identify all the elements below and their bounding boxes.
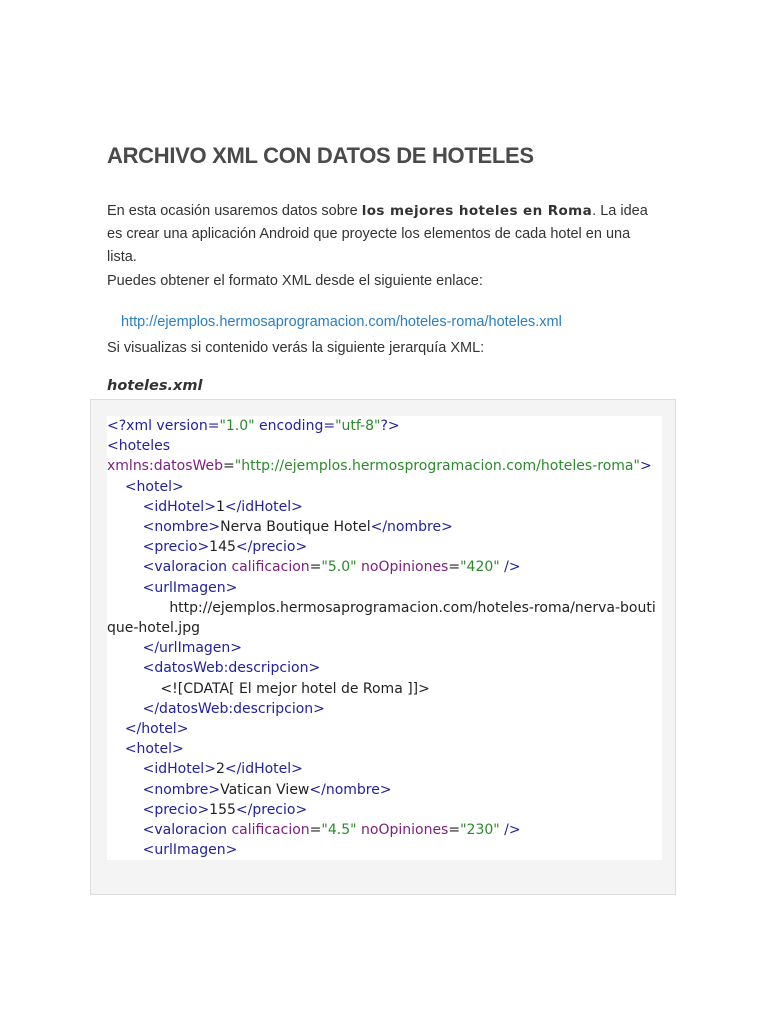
intro-paragraph [107, 200, 662, 269]
code-token: </idHotel> [224, 761, 303, 778]
code-line [107, 822, 521, 838]
code-token: <valoracion [142, 822, 232, 839]
code-token [107, 559, 143, 575]
intro-text-before: En esta ocasión usaremos datos sobre [107, 203, 362, 219]
code-line [107, 479, 184, 495]
xml-link[interactable]: http://ejemplos.hermosaprogramacion.com/hoteles-roma/hoteles.xml [121, 314, 562, 330]
code-token [107, 640, 143, 656]
page-title: ARCHIVO XML CON DATOS DE HOTELES [107, 143, 534, 168]
code-token: = [448, 559, 461, 576]
code-line [107, 559, 521, 575]
code-token [107, 580, 143, 596]
code-token: noOpiniones [356, 822, 449, 839]
code-line [107, 761, 303, 777]
code-line [107, 539, 307, 555]
code-line [107, 741, 184, 757]
code-token: http://ejemplos.hermosaprogramacion.com/hoteles-roma/nerva-boutique-hotel.jpg [107, 599, 656, 637]
code-token: calificacion [231, 822, 310, 839]
code-token [107, 782, 143, 798]
code-token: = [309, 559, 322, 576]
code-token [107, 822, 143, 838]
code-token: <idHotel> [142, 761, 216, 778]
code-token: </precio> [235, 801, 308, 818]
code-line [107, 418, 400, 434]
code-token: <hoteles [107, 438, 171, 455]
code-token: </hotel> [124, 721, 189, 738]
xml-code [107, 416, 662, 860]
code-token: "420" [460, 559, 500, 576]
code-token: <hotel> [124, 741, 184, 758]
code-token: </precio> [235, 539, 308, 556]
code-token: <nombre> [142, 519, 221, 536]
code-token: Nerva Boutique Hotel [220, 519, 371, 536]
code-token: <precio> [142, 539, 210, 556]
code-line [107, 721, 188, 737]
code-line [107, 438, 170, 454]
code-token: = [223, 458, 235, 475]
code-token: <![CDATA[ El mejor hotel de Roma ]]> [107, 680, 430, 697]
code-token: <datosWeb:descripcion> [142, 660, 321, 677]
code-token: 2 [215, 761, 225, 778]
code-token: ?> [380, 418, 400, 434]
code-line [107, 640, 242, 656]
code-token [107, 519, 143, 535]
code-token: </datosWeb:descripcion> [142, 700, 325, 717]
code-line [107, 519, 453, 535]
code-token: /> [499, 822, 521, 839]
code-token: "4.5" [321, 822, 357, 839]
code-token: 155 [209, 801, 236, 818]
code-token: calificacion [231, 559, 310, 576]
code-token: <nombre> [142, 781, 221, 798]
code-token: "1.0" [219, 418, 255, 434]
code-token: encoding= [254, 418, 336, 434]
intro-strong-text: los mejores hoteles en Roma [361, 203, 593, 219]
code-line [107, 842, 237, 858]
code-token: 1 [215, 498, 225, 515]
code-token: "230" [460, 822, 500, 839]
code-token: <idHotel> [142, 498, 216, 515]
code-token: = [309, 822, 322, 839]
code-block [90, 399, 676, 895]
code-token: </urlImagen> [142, 640, 243, 657]
code-token: <urlImagen> [142, 579, 238, 596]
code-token: = [448, 822, 461, 839]
code-token [107, 499, 143, 515]
code-token: noOpiniones [356, 559, 449, 576]
code-token [107, 842, 143, 858]
code-token: </idHotel> [224, 498, 303, 515]
code-line [107, 600, 656, 636]
code-token: "5.0" [321, 559, 357, 576]
code-token: /> [499, 559, 521, 576]
code-token [107, 761, 143, 777]
code-token: <urlImagen> [142, 842, 238, 859]
code-token: > [639, 458, 652, 475]
obtain-paragraph: Puedes obtener el formato XML desde el siguiente enlace: [107, 273, 483, 289]
code-token [107, 479, 125, 495]
code-token: <precio> [142, 801, 210, 818]
code-token [107, 539, 143, 555]
code-line [107, 580, 237, 596]
code-token: <?xml version= [107, 418, 220, 434]
code-token [107, 660, 143, 676]
code-token: 145 [209, 539, 236, 556]
code-viewport[interactable] [107, 416, 662, 860]
code-line [107, 681, 430, 697]
code-token: xmlns:datosWeb [107, 458, 224, 475]
code-token [107, 701, 143, 717]
code-token: </nombre> [309, 781, 392, 798]
code-token: Vatican View [220, 781, 310, 798]
code-token: "utf-8" [335, 418, 381, 434]
code-token [107, 741, 125, 757]
file-name-label: hoteles.xml [107, 378, 203, 394]
code-line [107, 499, 303, 515]
intro-text-after: . La idea es crear una aplicación Android que proyecte los elementos de cada hotel en una lista. [107, 203, 648, 265]
code-token: <hotel> [124, 478, 184, 495]
code-token: </nombre> [370, 519, 453, 536]
code-token [107, 802, 143, 818]
code-line [107, 660, 320, 676]
code-line [107, 802, 307, 818]
code-line [107, 701, 325, 717]
visualize-paragraph: Si visualizas si contenido verás la siguiente jerarquía XML: [107, 340, 485, 356]
code-token: <valoracion [142, 559, 232, 576]
code-line [107, 458, 652, 474]
code-token: "http://ejemplos.hermosprogramacion.com/hoteles-roma" [234, 458, 640, 475]
code-token [107, 721, 125, 737]
code-line [107, 782, 392, 798]
